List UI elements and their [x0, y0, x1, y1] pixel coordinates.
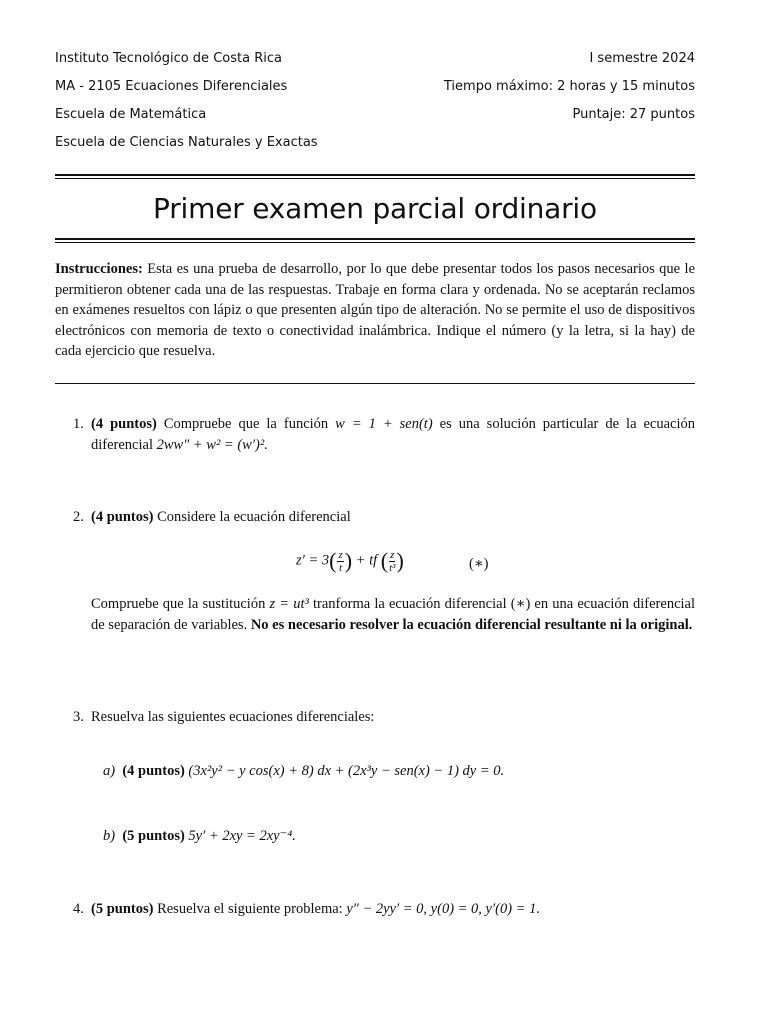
q2-math-a: z = ut³: [269, 596, 309, 612]
q2-equation: z′ = 3( $\frac{z}{t}$ ) + tf ( $\frac{z}{\text{t³}}$ ) (∗): [296, 548, 489, 574]
q3a-label: a): [103, 763, 116, 779]
q3b-math: 5y′ + 2xy = 2xy⁻⁴.: [188, 828, 296, 844]
total-score: Puntaje: 27 puntos: [572, 107, 695, 122]
q1-math-b: 2ww″ + w² = (w′)².: [156, 436, 268, 453]
q3b-label: b): [103, 828, 116, 844]
q3a-points: (4 puntos): [122, 763, 185, 779]
school-name: Escuela de Matemática: [55, 107, 207, 122]
time-limit: Tiempo máximo: 2 horas y 15 minutos: [443, 79, 695, 94]
title-top-rule-2: [55, 178, 695, 179]
q2-body: [91, 594, 695, 635]
q4-body: [91, 899, 695, 920]
q1-number: 1.: [73, 416, 84, 432]
title-bottom-rule-1: [55, 238, 695, 240]
q1-text-a: Compruebe que la función: [163, 416, 329, 432]
instructions-label: Instrucciones:: [55, 261, 143, 277]
q2-points: (4 puntos): [91, 509, 154, 525]
q1-text-b: es una solución particular de la ecuación diferencial: [91, 416, 696, 453]
instructions-rule: [55, 383, 695, 384]
q2-text-a: Compruebe que la sustitución: [91, 596, 266, 612]
instructions: [55, 259, 695, 362]
q4-math: y″ − 2yy′ = 0, y(0) = 0, y′(0) = 1.: [346, 901, 540, 917]
q3a: [103, 761, 504, 782]
q2-eq-tag: (∗): [469, 556, 489, 572]
institution-name: Instituto Tecnológico de Costa Rica: [55, 51, 282, 66]
q4-text: Resuelva el siguiente problema:: [157, 901, 343, 917]
q1-points: (4 puntos): [91, 416, 157, 432]
q2-number: 2.: [73, 509, 84, 525]
q2-eq-lhs: z′ = 3: [296, 552, 330, 569]
q2-intro-line: [91, 507, 695, 528]
q2-bold-note: No es necesario resolver la ecuación diferencial resultante ni la original.: [250, 616, 693, 633]
q1-body: [91, 414, 695, 455]
title-bottom-rule-2: [55, 242, 695, 243]
q4-number: 4.: [73, 901, 84, 917]
q2-intro: Considere la ecuación diferencial: [157, 509, 351, 525]
q3b-points: (5 puntos): [122, 828, 185, 844]
q2-text-b: tranforma la ecuación diferencial (∗) en una ecuación diferencial de separación de variables.: [91, 596, 696, 633]
faculty-name: Escuela de Ciencias Naturales y Exactas: [55, 135, 318, 150]
q2-eq-mid: + tf: [355, 552, 378, 569]
q3b: [103, 826, 296, 847]
title-top-rule-1: [55, 174, 695, 176]
q1-math-a: w = 1 + sen(t): [335, 416, 433, 432]
q2-eq-frac1: $\frac{z}{t}$: [338, 548, 343, 574]
q3-number: 3.: [73, 709, 84, 725]
q3-intro: Resuelva las siguientes ecuaciones diferenciales:: [91, 709, 375, 725]
instructions-text: Esta es una prueba de desarrollo, por lo que debe presentar todos los pasos necesarios que le permitieron obtener cada una de las respuestas. Trabaje en forma clara y ordenada. No se aceptarán reclamos en exámenes resueltos con lápiz o que presenten algún tipo de alteración. No se permite el uso de dispositivos electrónicos con memoria de texto o conectividad inalámbrica. Indique el número (y la letra, si la hay) de cada ejercicio que resuelva.: [55, 261, 696, 359]
semester: I semestre 2024: [589, 51, 695, 66]
course-name: MA - 2105 Ecuaciones Diferenciales: [55, 79, 288, 94]
page-title: Primer examen parcial ordinario: [153, 192, 597, 225]
q4-points: (5 puntos): [91, 901, 154, 917]
q2-eq-frac2: $\frac{z}{\text{t³}}$: [389, 548, 396, 574]
q3a-math: (3x²y² − y cos(x) + 8) dx + (2x³y − sen(x) − 1) dy = 0.: [188, 763, 505, 779]
